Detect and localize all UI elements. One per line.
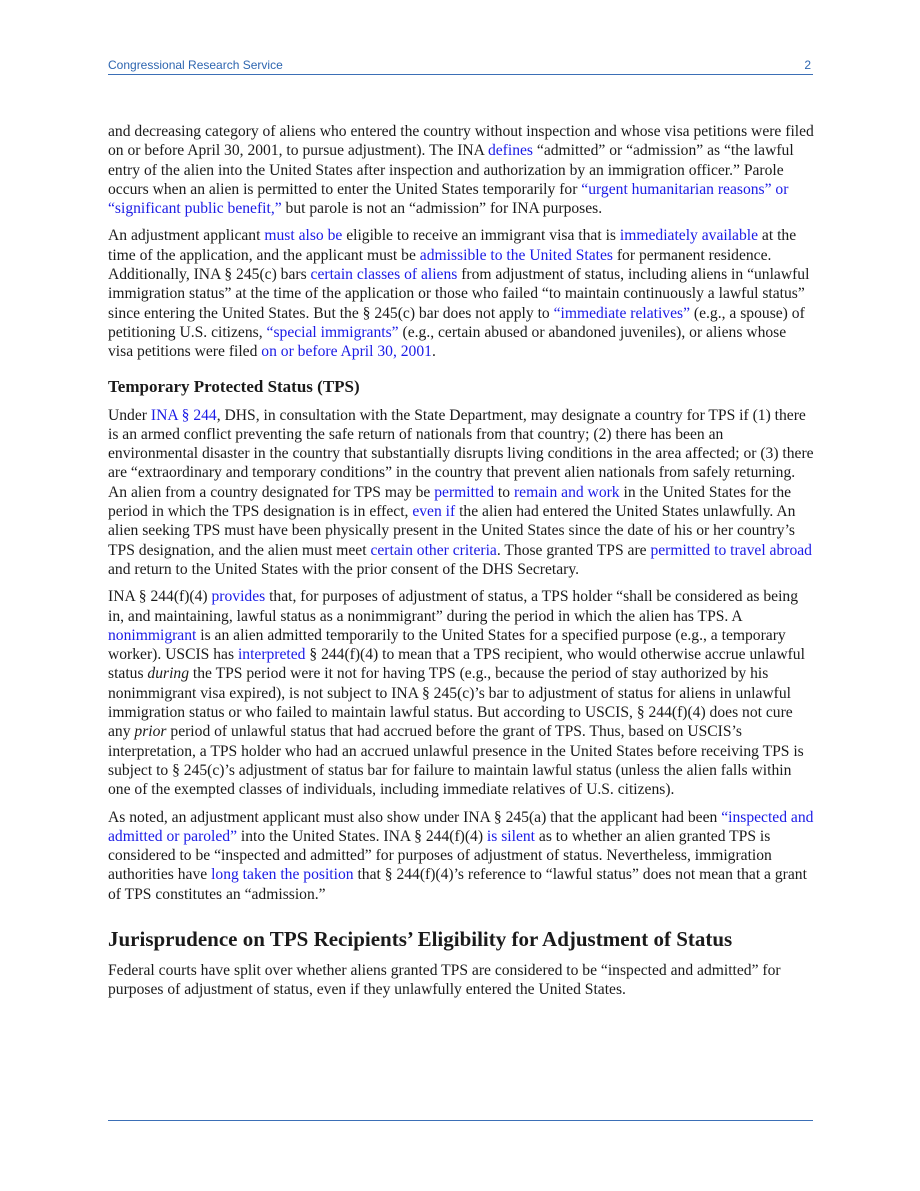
text: As noted, an adjustment applicant must also show under INA § 245(a) that the applicant had been — [108, 808, 722, 826]
paragraph-5 — [108, 808, 814, 904]
link-long-taken-position[interactable]: long taken the position — [211, 866, 354, 884]
text: for permanent residence. Additionally, INA § 245(c) bars — [108, 246, 772, 284]
text: (e.g., certain abused or abandoned juveniles), or aliens whose visa petitions were filed — [108, 323, 787, 361]
paragraph-2 — [108, 226, 814, 361]
text: but parole is not an “admission” for INA purposes. — [281, 200, 603, 218]
text: INA § 244(f)(4) — [108, 588, 212, 606]
link-inspected-admitted[interactable]: “inspected and admitted or paroled” — [108, 808, 814, 845]
paragraph-6 — [108, 961, 814, 1000]
paragraph-3 — [108, 406, 814, 580]
link-even-if[interactable]: even if — [412, 503, 456, 521]
text: that § 244(f)(4)’s reference to “lawful status” does not mean that a grant of TPS constitutes an “admission.” — [108, 866, 807, 903]
link-must-also-be[interactable]: must also be — [264, 227, 343, 245]
section-heading-tps: Temporary Protected Status (TPS) — [108, 376, 360, 396]
text: § 244(f)(4) to mean that a TPS recipient, who would otherwise accrue unlawful status — [108, 646, 805, 683]
link-is-silent[interactable]: is silent — [486, 827, 536, 845]
link-certain-classes[interactable]: certain classes of aliens — [310, 266, 458, 284]
text: is an alien admitted temporarily to the United States for a specified purpose (e.g., a temporary worker). USCIS has — [108, 626, 786, 664]
link-ina-244[interactable]: INA § 244 — [150, 406, 217, 424]
link-nonimmigrant[interactable]: nonimmigrant — [108, 626, 197, 644]
link-immediate-relatives[interactable]: “immediate relatives” — [553, 304, 691, 322]
paragraph-1 — [108, 122, 814, 218]
text: eligible to receive an immigrant visa that is — [342, 227, 620, 245]
link-certain-other-criteria[interactable]: certain other criteria — [370, 541, 497, 559]
link-permitted[interactable]: permitted — [434, 483, 495, 501]
link-admissible[interactable]: admissible to the United States — [419, 246, 613, 264]
footer-divider — [108, 1120, 813, 1121]
emphasis-during: during — [147, 665, 190, 683]
link-immediately-available[interactable]: immediately available — [619, 227, 759, 245]
text: the alien had entered the United States unlawfully. An alien seeking TPS must have been physically present in the United States since the date of his or her country’s TPS designation, and the alien must meet — [108, 503, 796, 559]
text: , DHS, in consultation with the State Department, may designate a country for TPS if (1) there is an armed conflict preventing the safe return of nationals from that country; (2) there has been an environmental disaster in the country that substantially disrupts living conditions in the area affected; or (3) there are “extraordinary and temporary conditions” in the country that prevent alien nationals from safely returning. An alien from a country designated for TPS may be — [108, 406, 814, 501]
text: An adjustment applicant — [108, 227, 265, 245]
text: “admitted” or “admission” as “the lawful entry of the alien into the United States after inspection and authorization by an immigration officer.” Parole occurs when an alien is permitted to enter the United States temporarily for — [108, 142, 794, 198]
text: as to whether an alien granted TPS is considered to be “inspected and admitted” for purposes of adjustment of status. Nevertheless, immigration authorities have — [108, 827, 772, 884]
text: . — [431, 343, 436, 361]
link-urgent-humanitarian[interactable]: “urgent humanitarian reasons” or “significant public benefit,” — [108, 180, 789, 218]
link-provides[interactable]: provides — [211, 588, 266, 606]
link-remain-and-work[interactable]: remain and work — [513, 483, 620, 501]
document-body — [108, 122, 814, 1008]
page-header — [108, 58, 813, 75]
section-heading-jurisprudence: Jurisprudence on TPS Recipients’ Eligibility for Adjustment of Status — [108, 926, 733, 951]
link-defines[interactable]: defines — [487, 142, 533, 160]
link-interpreted[interactable]: interpreted — [237, 646, 306, 664]
link-permitted-to-travel[interactable]: permitted to travel abroad — [650, 541, 812, 559]
text: at the time of the application, and the applicant must be — [108, 227, 797, 264]
page-number: 2 — [804, 58, 811, 72]
text: Under — [108, 406, 151, 424]
text: from adjustment of status, including aliens in “unlawful immigration status” at the time of the application or those who failed “to maintain continuously a lawful status” since entering the United States. But the § 245(c) bar does not apply to — [108, 266, 810, 322]
text: the TPS period were it not for having TPS (e.g., because the period of stay authorized by his nonimmigrant visa expired), is not subject to INA § 245(c)’s bar to adjustment of status for aliens in unlawful immigration status or who failed to maintain lawful status. But according to USCIS, § 244(f)(4) does not cure any — [108, 665, 793, 741]
text: period of unlawful status that had accrued before the grant of TPS. Thus, based on USCIS’s interpretation, a TPS holder who had an accrued unlawful presence in the United States before receiving TPS is subject to § 245(c)’s adjustment of status bar for failure to maintain lawful status (unless the alien falls within one of the exempted classes of individuals, including immediate relatives of U.S. citizens). — [108, 723, 804, 799]
text: . Those granted TPS are — [496, 541, 651, 559]
text: into the United States. INA § 244(f)(4) — [237, 827, 487, 845]
link-april-30-2001[interactable]: on or before April 30, 2001 — [261, 343, 432, 361]
text: that, for purposes of adjustment of status, a TPS holder “shall be considered as being in, and maintaining, lawful status as a nonimmigrant” during the period in which the alien has TPS. A — [108, 588, 799, 625]
link-special-immigrants[interactable]: “special immigrants” — [266, 323, 399, 341]
text: in the United States for the period in which the TPS designation is in effect, — [108, 483, 792, 521]
text: and return to the United States with the prior consent of the DHS Secretary. — [108, 560, 580, 578]
header-org-name: Congressional Research Service — [108, 58, 283, 72]
emphasis-prior: prior — [134, 723, 167, 741]
text: and decreasing category of aliens who entered the country without inspection and whose visa petitions were filed on or before April 30, 2001, to pursue adjustment). The INA — [108, 123, 814, 160]
text: Federal courts have split over whether aliens granted TPS are considered to be “inspected and admitted” for purposes of adjustment of status, even if they unlawfully entered the United States. — [108, 961, 781, 999]
text: to — [494, 483, 514, 501]
text: (e.g., a spouse) of petitioning U.S. citizens, — [108, 304, 805, 341]
paragraph-4 — [108, 587, 814, 799]
